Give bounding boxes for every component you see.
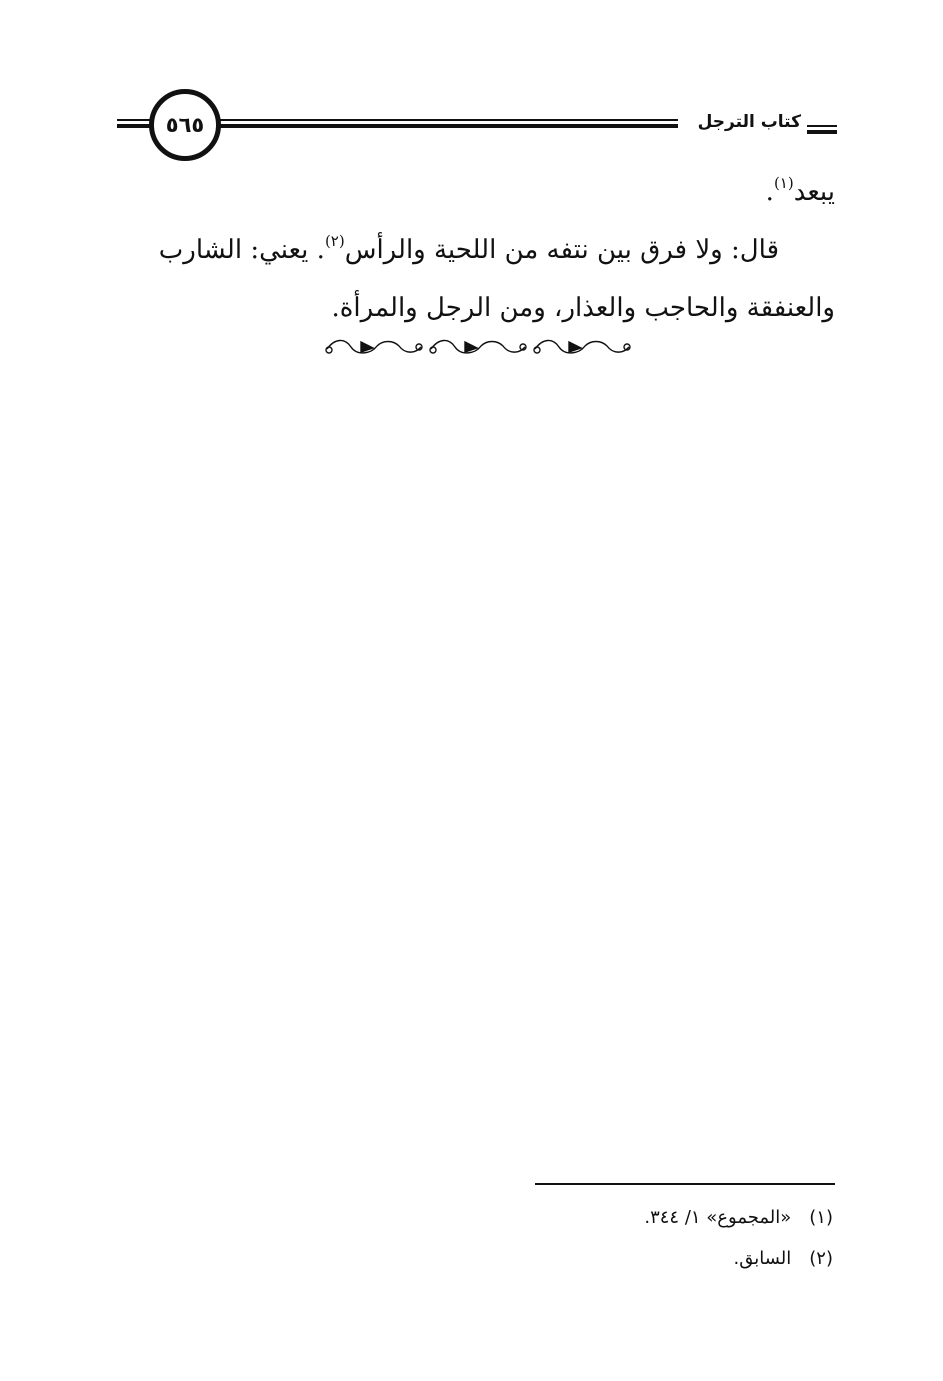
footnote-1: [644, 1197, 833, 1238]
text-segment: .: [765, 177, 774, 207]
footnote-2: [644, 1238, 833, 1279]
footnote-ref-2: (٢): [324, 232, 345, 250]
running-title: كتاب الترجل: [697, 112, 801, 132]
footnote-ref-1: (١): [773, 174, 794, 192]
ornament-divider: [321, 332, 633, 362]
header-rule-right-bottom: [807, 130, 837, 134]
header-rule-main-top: [215, 119, 678, 121]
main-text: [110, 163, 835, 337]
page-number-text: ٥٦٥: [165, 113, 205, 137]
text-segment-b: . يعني: الشارب: [158, 235, 325, 265]
text-line-3: والعنفقة والحاجب والعذار، ومن الرجل والمرأة.: [331, 293, 835, 323]
text-segment: [159, 221, 835, 279]
header-rule-right-top: [807, 125, 837, 127]
footnote-text: «المجموع» ١/ ٣٤٤.: [644, 1207, 792, 1228]
text-segment-a: قال: ولا فرق بين نتفه من اللحية والرأس: [344, 235, 779, 265]
footnote-number: (٢): [809, 1248, 833, 1269]
text-segment: يبعد: [793, 177, 835, 207]
header-rule-main-bottom: [215, 124, 678, 128]
text-line-2: [110, 221, 835, 279]
footnote-separator: [535, 1183, 835, 1185]
footnotes: [644, 1197, 833, 1279]
text-line-1: [110, 163, 835, 221]
footnote-number: (١): [809, 1207, 833, 1228]
page-number: [149, 89, 221, 161]
footnote-text: السابق.: [733, 1248, 792, 1269]
